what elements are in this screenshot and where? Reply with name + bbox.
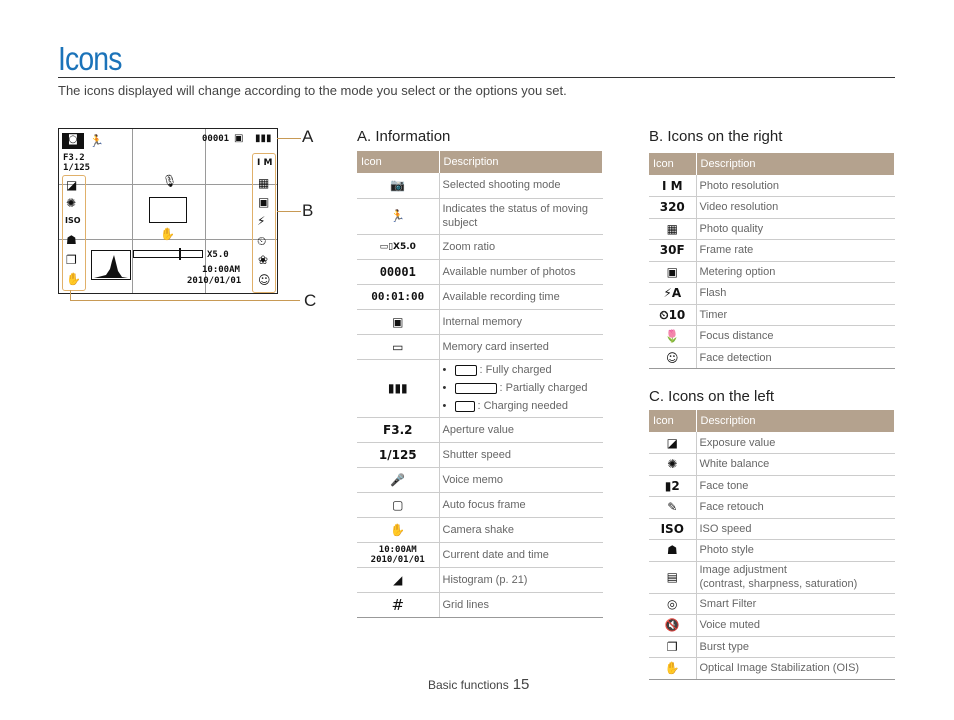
row-icon: ⚡A (649, 283, 696, 305)
table-row (649, 593, 895, 615)
table-row (649, 475, 895, 497)
row-desc: Focus distance (696, 326, 895, 348)
row-desc: Current date and time (439, 542, 603, 567)
row-desc: ISO speed (696, 518, 895, 540)
battery-full-text: : Fully charged (479, 364, 552, 376)
row-desc: Face detection (696, 347, 895, 369)
list-item (443, 379, 600, 397)
row-desc: Voice muted (696, 615, 895, 637)
callout-a-line (277, 138, 301, 139)
quality-icon: ▦ (258, 176, 270, 190)
table-row (649, 636, 895, 658)
grid-line (132, 129, 133, 293)
table-row (357, 567, 603, 592)
current-date: 2010/01/01 (187, 276, 242, 286)
table-row (649, 283, 895, 305)
callout-b-line (277, 211, 301, 212)
section-c-title: C. Icons on the left (649, 388, 775, 405)
row-desc: Photo style (696, 540, 895, 562)
information-table (357, 151, 603, 618)
aperture-icon: F3.2 (357, 417, 439, 442)
row-icon: ◪ (649, 432, 696, 454)
battery-icon: ▮▮▮ (255, 133, 272, 144)
row-icon: ✋ (649, 658, 696, 680)
camera-screen-illustration (58, 128, 278, 294)
table-row (357, 309, 603, 334)
face-detection-icon: ☺ (258, 273, 271, 287)
title-divider (58, 77, 895, 78)
photo-count-icon: 00001 (357, 259, 439, 284)
grid-lines-icon: # (357, 592, 439, 617)
burst-icon: ❐ (66, 253, 77, 267)
row-desc: Internal memory (439, 309, 603, 334)
footer-section: Basic functions (428, 678, 509, 692)
shooting-mode-icon: ◙ (62, 133, 84, 149)
auto-focus-frame (149, 197, 187, 223)
row-icon: ❐ (649, 636, 696, 658)
aperture-value: F3.2 (63, 153, 85, 163)
header-description: Description (696, 410, 895, 432)
table-header (649, 410, 895, 432)
photo-count: 00001 (202, 134, 230, 144)
row-desc: Timer (696, 304, 895, 326)
row-icon: ⏲10 (649, 304, 696, 326)
row-desc: White balance (696, 454, 895, 476)
iso-icon: ISO (65, 216, 81, 225)
table-row (357, 359, 603, 417)
flash-icon: ⚡ (257, 214, 266, 228)
row-desc: Photo quality (696, 218, 895, 240)
section-b-title: B. Icons on the right (649, 128, 783, 145)
row-icon: ▮2 (649, 475, 696, 497)
table-row (357, 542, 603, 567)
row-desc: Shutter speed (439, 442, 603, 467)
table-row (649, 454, 895, 476)
section-a-title: A. Information (357, 128, 451, 145)
page-subtitle: The icons displayed will change according to the mode you select or the options you set. (58, 83, 567, 98)
table-row (649, 240, 895, 262)
page-title: Icons (58, 40, 122, 77)
histogram-icon: ◢ (357, 567, 439, 592)
photo-style-icon: ☗ (66, 233, 77, 247)
row-icon: ✎ (649, 497, 696, 519)
row-icon: ISO (649, 518, 696, 540)
row-icon: 320 (649, 197, 696, 219)
row-icon: ▦ (649, 218, 696, 240)
row-desc: Grid lines (439, 592, 603, 617)
row-desc: Available recording time (439, 284, 603, 309)
table-row (357, 442, 603, 467)
battery-empty-icon (455, 401, 475, 412)
table-row (649, 261, 895, 283)
moving-subject-icon: 🏃 (89, 134, 104, 148)
zoom-marker (179, 248, 181, 260)
row-desc: Available number of photos (439, 259, 603, 284)
table-row (649, 432, 895, 454)
row-desc: Indicates the status of moving subject (439, 198, 603, 234)
row-icon: I M (649, 175, 696, 197)
zoom-ratio-icon: ▭▯X5.0 (357, 234, 439, 259)
table-row (357, 198, 603, 234)
left-icons-table (649, 410, 895, 680)
row-icon: ✺ (649, 454, 696, 476)
table-row (649, 615, 895, 637)
row-desc: Burst type (696, 636, 895, 658)
zoom-bar (133, 250, 203, 258)
row-desc: Frame rate (696, 240, 895, 262)
page-footer (428, 676, 529, 693)
row-desc: Auto focus frame (439, 492, 603, 517)
battery-full-icon (455, 365, 477, 376)
exposure-icon: ◪ (66, 178, 78, 192)
row-desc: Histogram (p. 21) (439, 567, 603, 592)
list-item (443, 361, 600, 379)
row-desc: Memory card inserted (439, 334, 603, 359)
row-desc: Image adjustment (contrast, sharpness, saturation) (696, 561, 895, 593)
resolution-icon: I M (257, 158, 273, 168)
row-icon: ☺ (649, 347, 696, 369)
row-desc: Aperture value (439, 417, 603, 442)
table-row (649, 197, 895, 219)
row-desc: Photo resolution (696, 175, 895, 197)
row-desc: Optical Image Stabilization (OIS) (696, 658, 895, 680)
camera-shake-icon: ✋ (357, 517, 439, 542)
table-row (357, 492, 603, 517)
table-row (649, 540, 895, 562)
callout-c-line (70, 300, 300, 301)
row-icon: ▣ (649, 261, 696, 283)
af-frame-icon: ▢ (357, 492, 439, 517)
table-header (357, 151, 603, 173)
histogram-shape (94, 255, 128, 278)
internal-memory-icon: ▣ (357, 309, 439, 334)
row-desc: Zoom ratio (439, 234, 603, 259)
callout-a: A (302, 127, 314, 146)
table-row (649, 304, 895, 326)
moving-subject-icon: 🏃 (357, 198, 439, 234)
row-desc: Video resolution (696, 197, 895, 219)
header-description: Description (696, 153, 895, 175)
battery-partial-icon (455, 383, 497, 394)
row-desc: Flash (696, 283, 895, 305)
header-description: Description (439, 151, 603, 173)
battery-descriptions (439, 359, 603, 417)
memory-card-icon: ▭ (357, 334, 439, 359)
row-desc: Metering option (696, 261, 895, 283)
callout-c: C (304, 291, 317, 310)
row-desc: Face tone (696, 475, 895, 497)
table-row (357, 517, 603, 542)
row-icon: 30F (649, 240, 696, 262)
timer-icon: ⏲ (257, 234, 267, 248)
internal-memory-icon: ▣ (234, 133, 244, 144)
row-desc: Exposure value (696, 432, 895, 454)
table-row (649, 347, 895, 369)
table-row (649, 561, 895, 593)
table-row (649, 497, 895, 519)
table-row (357, 284, 603, 309)
shutter-speed: 1/125 (63, 163, 91, 173)
battery-icon: ▮▮▮ (357, 359, 439, 417)
header-icon: Icon (357, 151, 439, 173)
list-item (443, 397, 600, 415)
table-row (357, 334, 603, 359)
row-desc: Smart Filter (696, 593, 895, 615)
battery-partial-text: : Partially charged (499, 382, 588, 394)
voice-memo-icon: 🎙 (162, 174, 178, 188)
right-icons-table (649, 153, 895, 369)
table-row (357, 234, 603, 259)
battery-list (443, 361, 600, 415)
row-desc: Face retouch (696, 497, 895, 519)
recording-time-icon: 00:01:00 (357, 284, 439, 309)
table-row (649, 218, 895, 240)
table-row (649, 326, 895, 348)
row-icon: 🔇 (649, 615, 696, 637)
histogram (91, 250, 131, 280)
table-row (357, 173, 603, 198)
callout-c-vline (70, 290, 71, 300)
date-time-icon: 10:00AM 2010/01/01 (357, 542, 439, 567)
shutter-icon: 1/125 (357, 442, 439, 467)
row-icon: ▤ (649, 561, 696, 593)
ois-icon: ✋ (66, 272, 81, 286)
row-icon: 🌷 (649, 326, 696, 348)
table-row (357, 467, 603, 492)
table-row (649, 658, 895, 680)
row-desc: Selected shooting mode (439, 173, 603, 198)
metering-icon: ▣ (258, 195, 270, 209)
table-row (649, 175, 895, 197)
table-header (649, 153, 895, 175)
zoom-ratio: X5.0 (207, 250, 229, 260)
camera-shake-icon: ✋ (160, 227, 175, 241)
row-icon: ◎ (649, 593, 696, 615)
shooting-mode-icon: 📷 (357, 173, 439, 198)
page-number: 15 (512, 676, 530, 693)
row-icon: ☗ (649, 540, 696, 562)
row-desc: Voice memo (439, 467, 603, 492)
white-balance-icon: ✺ (66, 196, 77, 210)
header-icon: Icon (649, 410, 696, 432)
table-row (357, 592, 603, 617)
battery-empty-text: : Charging needed (477, 400, 569, 412)
row-desc: Camera shake (439, 517, 603, 542)
focus-distance-icon: ❀ (258, 253, 269, 267)
table-row (649, 518, 895, 540)
table-row (357, 417, 603, 442)
callout-b: B (302, 201, 314, 220)
table-row (357, 259, 603, 284)
header-icon: Icon (649, 153, 696, 175)
current-time: 10:00AM (202, 265, 240, 275)
histogram-graph (92, 251, 130, 279)
voice-memo-icon: 🎤 (357, 467, 439, 492)
